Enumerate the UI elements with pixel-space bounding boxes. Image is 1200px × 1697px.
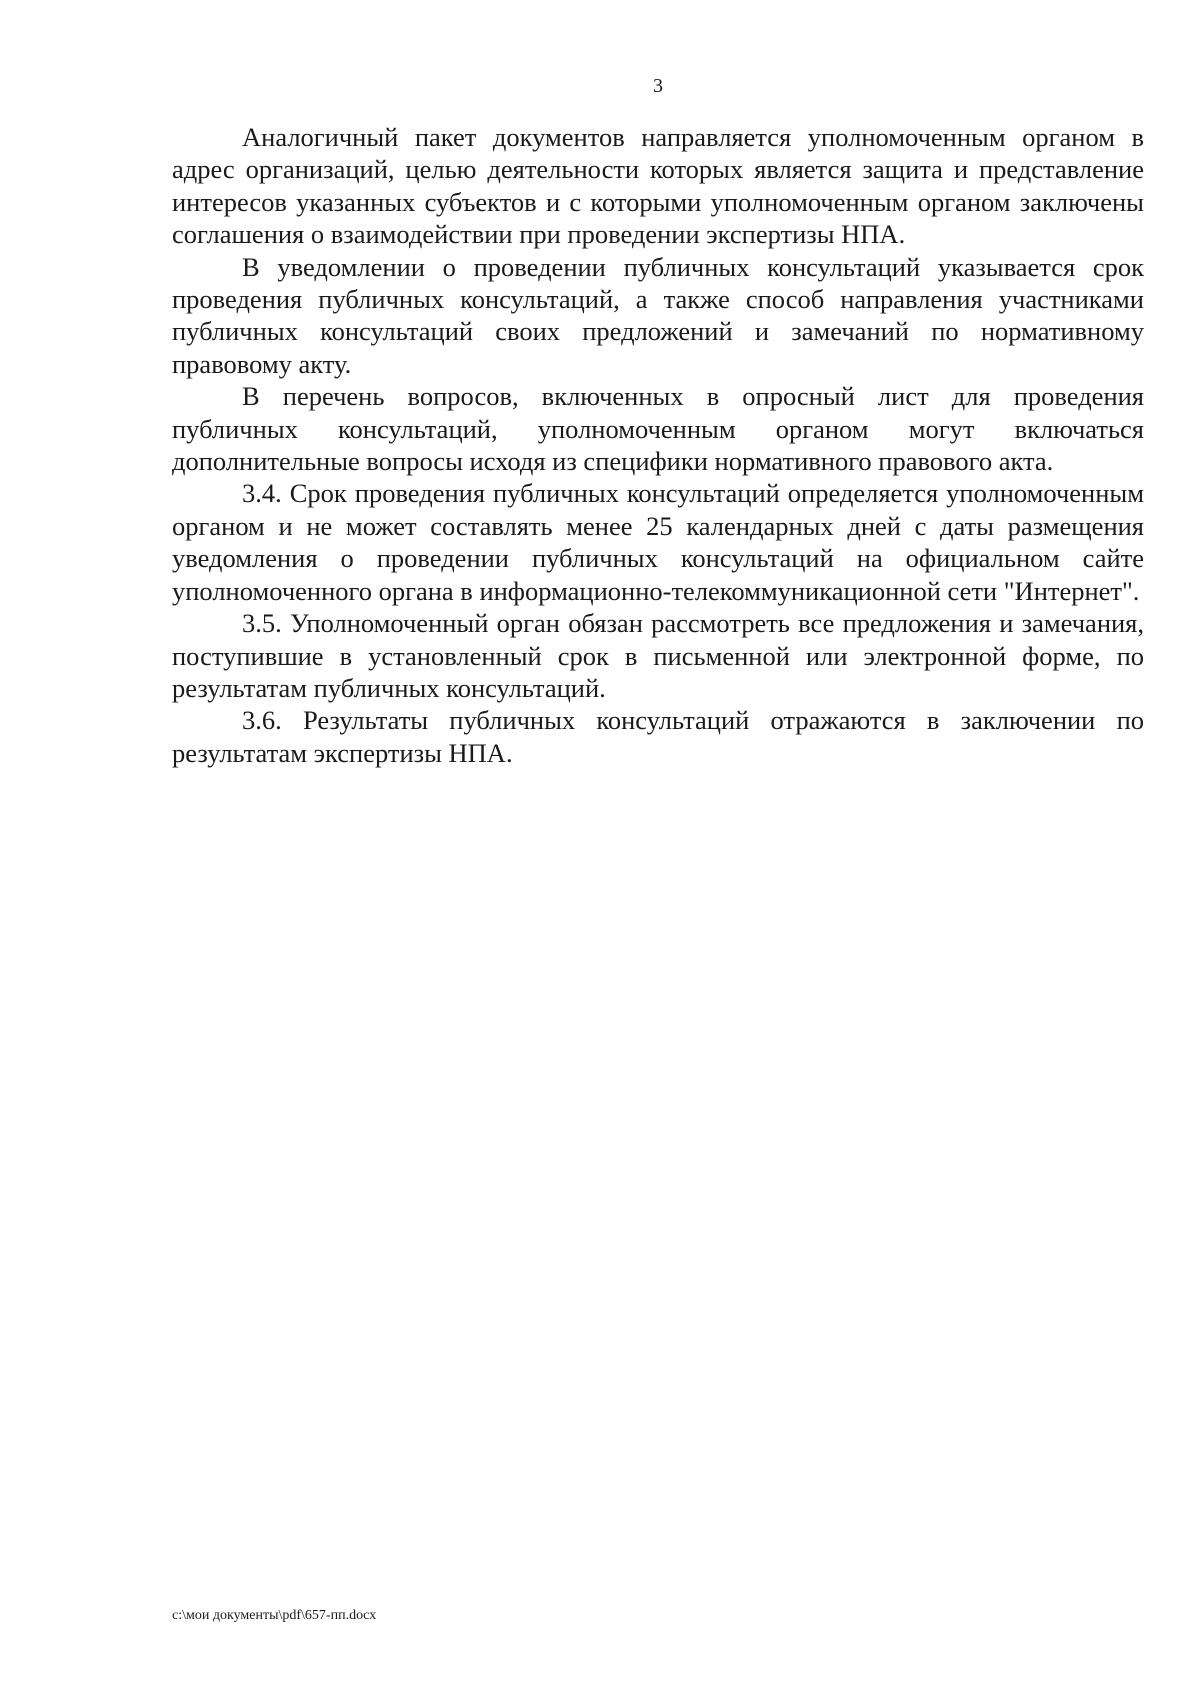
footer-file-path: c:\мои документы\pdf\657-пп.docx: [172, 1608, 377, 1623]
page-number: 3: [653, 75, 663, 97]
paragraph-analogous-package: Аналогичный пакет документов направляется уполномоченным органом в адрес организаций, целью деятельности которых является защита и представление интересов указанных субъектов и с которыми уполномоченным органом заключены соглашения о взаимодействии при проведении экспертизы НПА.: [172, 122, 1144, 250]
paragraph-3-4: 3.4. Срок проведения публичных консультаций определяется уполномоченным органом и не может составлять менее 25 календарных дней с даты размещения уведомления о проведении публичных консультаций на официальном сайте уполномоченного органа в информационно-телекоммуникационной сети "Интернет".: [172, 478, 1144, 606]
paragraph-3-5: 3.5. Уполномоченный орган обязан рассмотреть все предложения и замечания, поступившие в установленный срок в письменной или электронной форме, по результатам публичных консультаций.: [172, 608, 1144, 703]
paragraph-notification-terms: В уведомлении о проведении публичных консультаций указывается срок проведения публичных консультаций, а также способ направления участниками публичных консультаций своих предложений и замечаний по нормативному правовому акту.: [172, 251, 1144, 379]
document-body: [172, 121, 1144, 769]
paragraph-questionnaire: В перечень вопросов, включенных в опросный лист для проведения публичных консультаций, уполномоченным органом могут включаться дополнительные вопросы исходя из специфики нормативного правового акта.: [172, 381, 1144, 477]
paragraph-3-6: 3.6. Результаты публичных консультаций отражаются в заключении по результатам экспертизы НПА.: [172, 705, 1144, 768]
